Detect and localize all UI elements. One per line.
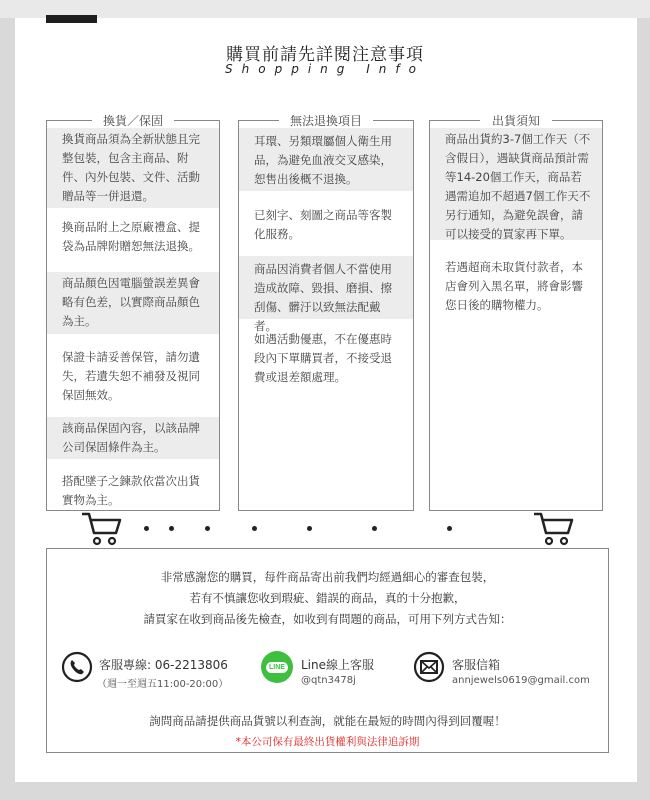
mail-label: 客服信箱	[452, 658, 501, 672]
phone-label: 客服專線: 06-2213806	[99, 658, 228, 672]
page-subtitle: Shopping Info	[225, 62, 425, 76]
list-item: 保證卡請妥善保管，請勿遺失，若遺失恕不補發及視同保固無效。	[62, 350, 200, 402]
list-item: 商品出貨約3-7個工作天（不含假日），遇缺貨商品預計需等14-20個工作天，商品若遇需追加不超過7個工作天不另行通知，為避免誤會，請可以接受的買家再下單。	[430, 128, 602, 240]
rights-note: *本公司保有最終出貨權利與法律追訴期	[235, 736, 420, 748]
column-shipping-notice	[429, 114, 603, 511]
line-label: Line線上客服	[301, 658, 375, 672]
list-item: 耳環、另類環屬個人衛生用品，為避免血液交叉感染，恕售出後概不退換。	[239, 128, 413, 191]
list-item: 商品顏色因電腦螢誤差異會略有色差，以實際商品顏色為主。	[47, 272, 219, 334]
decorative-dot	[144, 526, 149, 531]
shopping-cart-icon-right	[532, 511, 576, 547]
column-header	[47, 112, 219, 128]
inspection-line: 請買家在收到商品後先檢查，如收到有問題的商品，可用下列方式告知：	[143, 612, 512, 626]
top-grey-bar	[0, 0, 650, 18]
decorative-dot	[252, 526, 257, 531]
mail-icon	[413, 651, 445, 683]
mail-address[interactable]: annjewels0619@gmail.com	[452, 675, 590, 686]
inquiry-footer: 詢問商品請提供商品貨號以利查詢，就能在最短的時間內得到回覆喔！	[149, 714, 506, 728]
list-item: 換商品附上之原廠禮盒、提袋為品牌附贈恕無法退換。	[62, 220, 200, 253]
thank-you-line: 非常感謝您的購買，每件商品寄出前我們均經過細心的審查包裝，	[160, 570, 495, 584]
decorative-dot	[372, 526, 377, 531]
decorative-dot	[447, 526, 452, 531]
page-title: 購買前請先詳閱注意事項	[226, 45, 424, 65]
list-item: 已刻字、刻圖之商品等客製化服務。	[254, 208, 392, 241]
list-item: 該商品保固內容，以該品牌公司保固條件為主。	[47, 417, 219, 459]
column-header	[430, 112, 602, 128]
column-title: 無法退換項目	[289, 114, 362, 128]
column-title: 出貨須知	[491, 114, 540, 128]
phone-hours: （週一至週五11:00-20:00）	[97, 679, 229, 690]
shopping-cart-icon-left	[80, 511, 124, 547]
contact-info-box	[46, 548, 609, 753]
list-item: 商品因消費者個人不當使用造成故障、毀損、磨損、擦刮傷、髒汙以致無法配戴者。	[239, 256, 413, 319]
list-item: 如遇活動優惠，不在優惠時段內下單購買者，不接受退費或退差額處理。	[254, 332, 392, 384]
list-item: 搭配墜子之鍊款依當次出貨實物為主。	[62, 474, 200, 507]
column-exchange-warranty	[46, 114, 220, 511]
line-id[interactable]: @qtn3478j	[301, 675, 356, 686]
header-rule-right	[373, 120, 413, 121]
header-rule-right	[552, 120, 602, 121]
decorative-dot	[205, 526, 210, 531]
phone-icon	[61, 651, 93, 683]
decorative-dot	[169, 526, 174, 531]
header-rule-right	[174, 120, 219, 121]
list-item: 若遇超商未取貨付款者，本店會列入黑名單，將會影響您日後的購物權力。	[445, 260, 583, 312]
column-header	[239, 112, 413, 128]
top-dark-accent-bar	[46, 15, 97, 23]
apology-line: 若有不慎讓您收到瑕疵、錯誤的商品，真的十分抱歉，	[189, 591, 466, 605]
column-title: 換貨／保固	[102, 114, 163, 128]
decorative-dot	[307, 526, 312, 531]
line-icon-text: LINE	[266, 662, 288, 673]
column-non-returnable	[238, 114, 414, 511]
line-app-icon	[261, 651, 293, 683]
list-item: 換貨商品須為全新狀態且完整包裝，包含主商品、附件、內外包裝、文件、活動贈品等一併退還。	[47, 128, 219, 208]
